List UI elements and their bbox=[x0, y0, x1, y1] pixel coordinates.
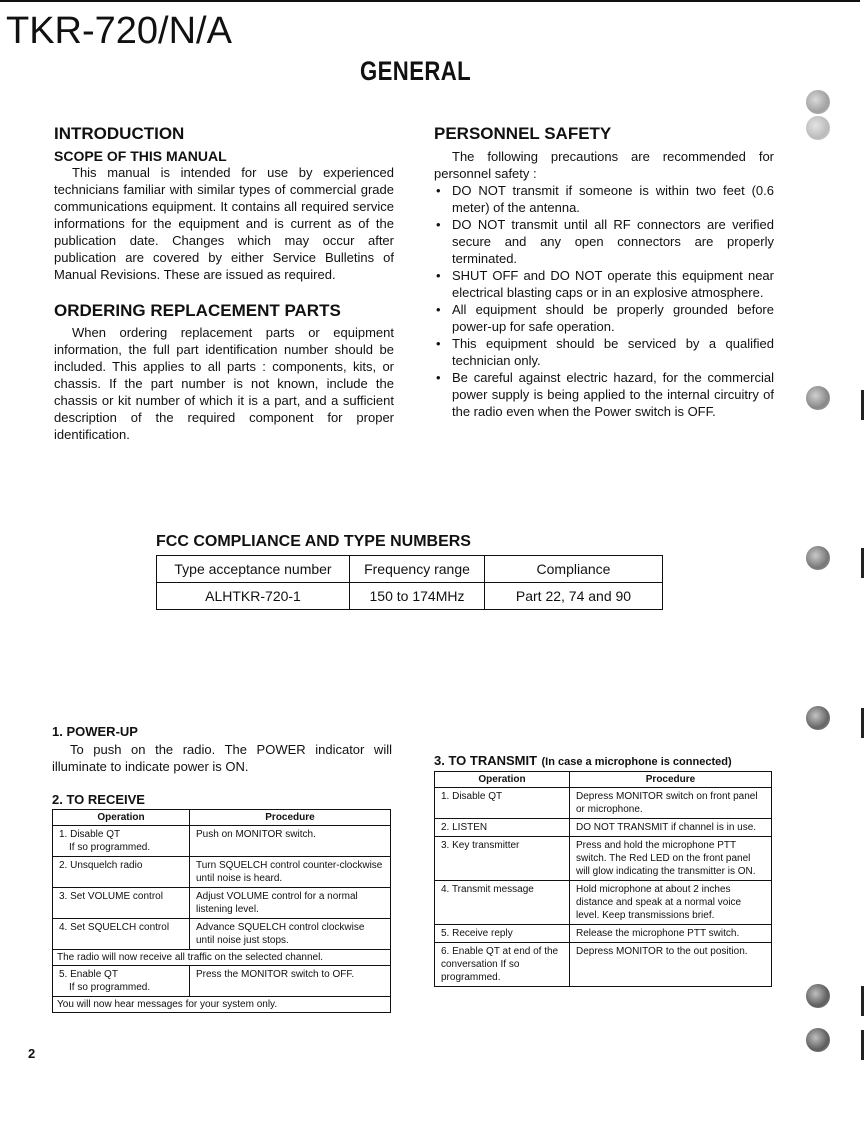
safety-heading: PERSONNEL SAFETY bbox=[434, 124, 612, 143]
binder-hole-icon bbox=[806, 984, 830, 1008]
receive-heading: 2. TO RECEIVE bbox=[52, 792, 145, 807]
table-row bbox=[53, 919, 391, 950]
list-item: • Be careful against electric hazard, for the commercial power supply is being applied to the internal circuitry of the radio even when the Power switch is OFF. bbox=[436, 370, 774, 419]
operation-cell: 1. Disable QT bbox=[435, 788, 570, 819]
list-item: • All equipment should be properly grounded before power-up for safe operation. bbox=[436, 302, 774, 334]
operation-cell: 5. Enable QT If so programmed. bbox=[53, 966, 190, 997]
operation-cell: 4. Set SQUELCH control bbox=[53, 919, 190, 950]
fcc-table bbox=[156, 555, 663, 610]
transmit-title: 3. TO TRANSMIT bbox=[434, 753, 538, 768]
table-row bbox=[435, 819, 772, 837]
table-row bbox=[53, 857, 391, 888]
transmit-heading bbox=[434, 752, 774, 770]
operation-cell: 6. Enable QT at end of the conversation If so programmed. bbox=[435, 943, 570, 987]
list-item: • DO NOT transmit if someone is within two feet (0.6 meter) of the antenna. bbox=[436, 183, 774, 215]
fcc-section bbox=[156, 533, 663, 610]
operation-column-header: Operation bbox=[435, 772, 570, 788]
note-cell: You will now hear messages for your system only. bbox=[53, 997, 391, 1013]
page-edge bbox=[861, 986, 864, 1016]
table-row bbox=[53, 826, 391, 857]
operation-cell: 2. Unsquelch radio bbox=[53, 857, 190, 888]
operation-cell: 3. Key transmitter bbox=[435, 837, 570, 881]
safety-intro: The following precautions are recommended for personnel safety : bbox=[434, 149, 774, 181]
scope-heading: SCOPE OF THIS MANUAL bbox=[54, 148, 227, 164]
procedure-cell: Press the MONITOR switch to OFF. bbox=[190, 966, 391, 997]
page-edge bbox=[861, 708, 864, 738]
procedure-cell: Adjust VOLUME control for a normal listening level. bbox=[190, 888, 391, 919]
ordering-text: When ordering replacement parts or equipment information, the full part identification number should be included. This applies to all parts : components, kits, or chassis. If the part number is not known, include the chassis or kit number of which it is a part, and a sufficient description of the required component for proper identification. bbox=[54, 325, 394, 442]
table-row bbox=[435, 837, 772, 881]
page-number: 2 bbox=[28, 1046, 36, 1061]
procedure-column-header: Procedure bbox=[570, 772, 772, 788]
procedure-cell: Advance SQUELCH control clockwise until noise just stops. bbox=[190, 919, 391, 950]
powerup-section bbox=[52, 724, 392, 775]
binder-hole-icon bbox=[806, 116, 830, 140]
procedure-cell: Hold microphone at about 2 inches distance and speak at a normal voice level. Keep transmissions brief. bbox=[570, 881, 772, 925]
operation-column-header: Operation bbox=[53, 810, 190, 826]
chapter-title: GENERAL bbox=[360, 56, 472, 86]
page-edge bbox=[861, 390, 864, 420]
procedure-cell: Release the microphone PTT switch. bbox=[570, 925, 772, 943]
operation-cell: 2. LISTEN bbox=[435, 819, 570, 837]
powerup-heading: 1. POWER-UP bbox=[52, 724, 138, 739]
safety-list bbox=[434, 182, 774, 420]
transmit-table bbox=[434, 771, 772, 987]
table-row bbox=[435, 943, 772, 987]
binder-hole-icon bbox=[806, 386, 830, 410]
transmit-title-note: (In case a microphone is connected) bbox=[541, 756, 732, 768]
operation-cell: 3. Set VOLUME control bbox=[53, 888, 190, 919]
table-cell: 150 to 174MHz bbox=[350, 583, 485, 610]
binder-hole-icon bbox=[806, 706, 830, 730]
receive-section bbox=[52, 792, 392, 1013]
table-row bbox=[435, 881, 772, 925]
procedure-cell: Push on MONITOR switch. bbox=[190, 826, 391, 857]
transmit-section bbox=[434, 752, 774, 987]
note-cell: The radio will now receive all traffic on the selected channel. bbox=[53, 950, 391, 966]
procedure-cell: DO NOT TRANSMIT if channel is in use. bbox=[570, 819, 772, 837]
ordering-heading: ORDERING REPLACEMENT PARTS bbox=[54, 301, 341, 320]
introduction-heading: INTRODUCTION bbox=[54, 124, 185, 143]
list-item: • SHUT OFF and DO NOT operate this equipment near electrical blasting caps or in an explosive atmosphere. bbox=[436, 268, 774, 300]
table-header-cell: Frequency range bbox=[350, 556, 485, 583]
receive-table bbox=[52, 809, 391, 1013]
table-cell: Part 22, 74 and 90 bbox=[485, 583, 663, 610]
safety-section bbox=[434, 124, 774, 420]
table-row bbox=[53, 810, 391, 826]
procedure-cell: Turn SQUELCH control counter-clockwise until noise is heard. bbox=[190, 857, 391, 888]
procedure-cell: Press and hold the microphone PTT switch. The Red LED on the front panel will glow indicating the transmitter is ON. bbox=[570, 837, 772, 881]
binder-hole-icon bbox=[806, 546, 830, 570]
model-title: TKR-720/N/A bbox=[6, 10, 232, 52]
table-row bbox=[157, 556, 663, 583]
list-item: • DO NOT transmit until all RF connectors are verified secure and any open connectors are properly terminated. bbox=[436, 217, 774, 266]
operation-cell: 4. Transmit message bbox=[435, 881, 570, 925]
table-row bbox=[53, 997, 391, 1013]
table-row bbox=[157, 583, 663, 610]
table-row bbox=[435, 772, 772, 788]
table-row bbox=[53, 950, 391, 966]
fcc-heading: FCC COMPLIANCE AND TYPE NUMBERS bbox=[156, 533, 471, 550]
operation-cell: 1. Disable QT If so programmed. bbox=[53, 826, 190, 857]
binder-hole-icon bbox=[806, 90, 830, 114]
page-edge bbox=[861, 548, 864, 578]
table-row bbox=[435, 925, 772, 943]
scope-text: This manual is intended for use by experienced technicians familiar with similar types of commercial grade communications equipment. It contains all required service informations for the equipment and is current as of the publication date. Changes which may occur after publication are covered by either Service Bulletins of Manual Revisions. These are issued as required. bbox=[54, 165, 394, 282]
table-cell: ALHTKR-720-1 bbox=[157, 583, 350, 610]
table-header-cell: Compliance bbox=[485, 556, 663, 583]
top-rule bbox=[0, 0, 860, 2]
table-row bbox=[53, 888, 391, 919]
binder-hole-icon bbox=[806, 1028, 830, 1052]
powerup-text: To push on the radio. The POWER indicator will illuminate to indicate power is ON. bbox=[52, 742, 392, 774]
list-item: • This equipment should be serviced by a qualified technician only. bbox=[436, 336, 774, 368]
operation-cell: 5. Receive reply bbox=[435, 925, 570, 943]
procedure-column-header: Procedure bbox=[190, 810, 391, 826]
introduction-section bbox=[54, 124, 394, 443]
procedure-cell: Depress MONITOR switch on front panel or microphone. bbox=[570, 788, 772, 819]
table-row bbox=[53, 966, 391, 997]
procedure-cell: Depress MONITOR to the out position. bbox=[570, 943, 772, 987]
table-row bbox=[435, 788, 772, 819]
table-header-cell: Type acceptance number bbox=[157, 556, 350, 583]
page-edge bbox=[861, 1030, 864, 1060]
